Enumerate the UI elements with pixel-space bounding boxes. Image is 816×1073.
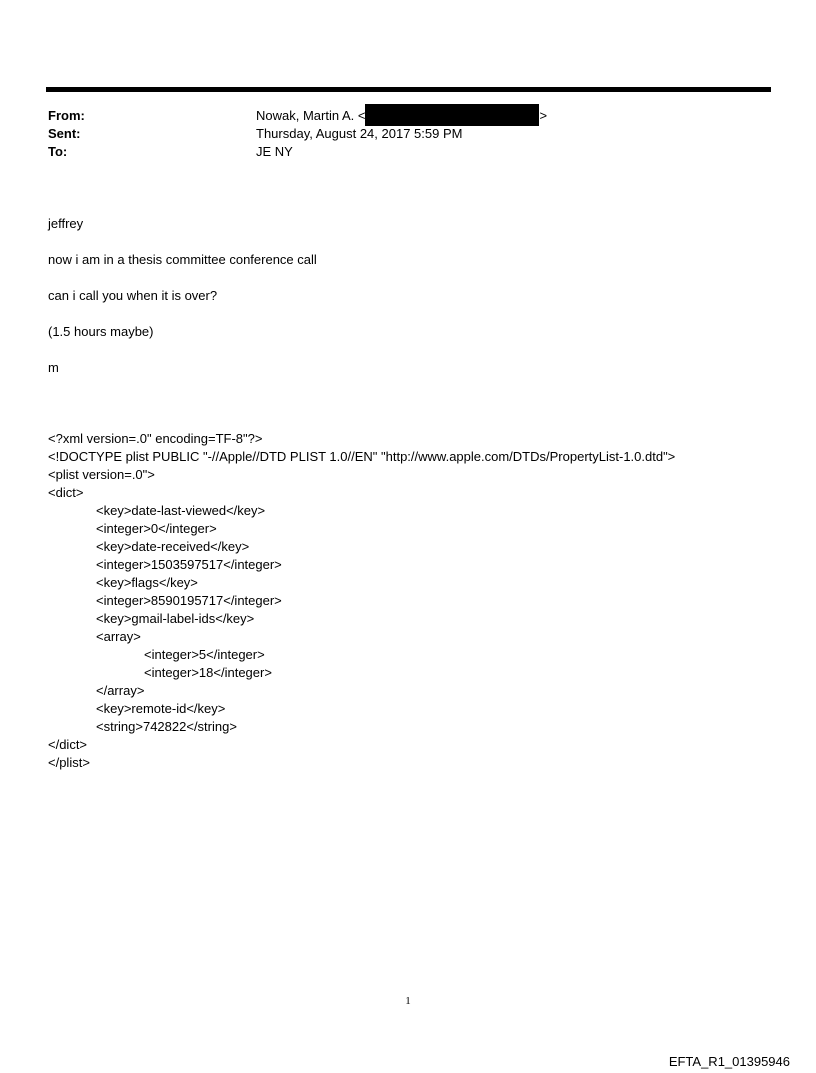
- email-body: [48, 215, 768, 395]
- xml-metadata: [48, 430, 788, 772]
- xml-line: <key>flags</key>: [96, 575, 198, 590]
- from-row: [48, 107, 748, 125]
- to-value: JE NY: [256, 144, 293, 159]
- xml-line: <key>date-last-viewed</key>: [96, 503, 266, 518]
- body-line: (1.5 hours maybe): [48, 324, 154, 339]
- from-value: [256, 107, 547, 125]
- body-line: can i call you when it is over?: [48, 288, 218, 303]
- email-header: [48, 107, 748, 161]
- redaction-box: [365, 104, 539, 126]
- to-row: [48, 143, 748, 161]
- xml-line: <key>date-received</key>: [96, 539, 250, 554]
- xml-line: <key>remote-id</key>: [96, 701, 226, 716]
- xml-line: <plist version=.0">: [48, 467, 155, 482]
- sent-value: Thursday, August 24, 2017 5:59 PM: [256, 126, 463, 141]
- body-line: m: [48, 360, 59, 375]
- to-label: To:: [48, 144, 68, 159]
- xml-line: </array>: [96, 683, 145, 698]
- page-number: 1: [405, 995, 411, 1007]
- from-label: From:: [48, 108, 85, 123]
- xml-line: </dict>: [48, 737, 88, 752]
- bates-number: EFTA_R1_01395946: [668, 1054, 790, 1069]
- body-line: jeffrey: [48, 216, 84, 231]
- body-line: now i am in a thesis committee conference call: [48, 252, 317, 267]
- from-value-suffix: >: [539, 108, 548, 123]
- from-value-prefix: Nowak, Martin A. <: [256, 108, 366, 123]
- sent-row: [48, 125, 748, 143]
- sent-label: Sent:: [48, 126, 81, 141]
- xml-line: <!DOCTYPE plist PUBLIC "-//Apple//DTD PLIST 1.0//EN" "http://www.apple.com/DTDs/PropertyList-1.0.dtd">: [48, 449, 676, 464]
- xml-line: <?xml version=.0" encoding=TF-8"?>: [48, 431, 263, 446]
- xml-line: <integer>8590195717</integer>: [96, 593, 282, 608]
- xml-line: <integer>1503597517</integer>: [96, 557, 282, 572]
- xml-line: <string>742822</string>: [96, 719, 237, 734]
- xml-line: <integer>0</integer>: [96, 521, 217, 536]
- xml-line: <array>: [96, 629, 141, 644]
- xml-line: <integer>18</integer>: [144, 665, 272, 680]
- xml-line: </plist>: [48, 755, 90, 770]
- xml-line: <key>gmail-label-ids</key>: [96, 611, 255, 626]
- header-divider: [46, 87, 771, 92]
- xml-line: <dict>: [48, 485, 84, 500]
- xml-line: <integer>5</integer>: [144, 647, 265, 662]
